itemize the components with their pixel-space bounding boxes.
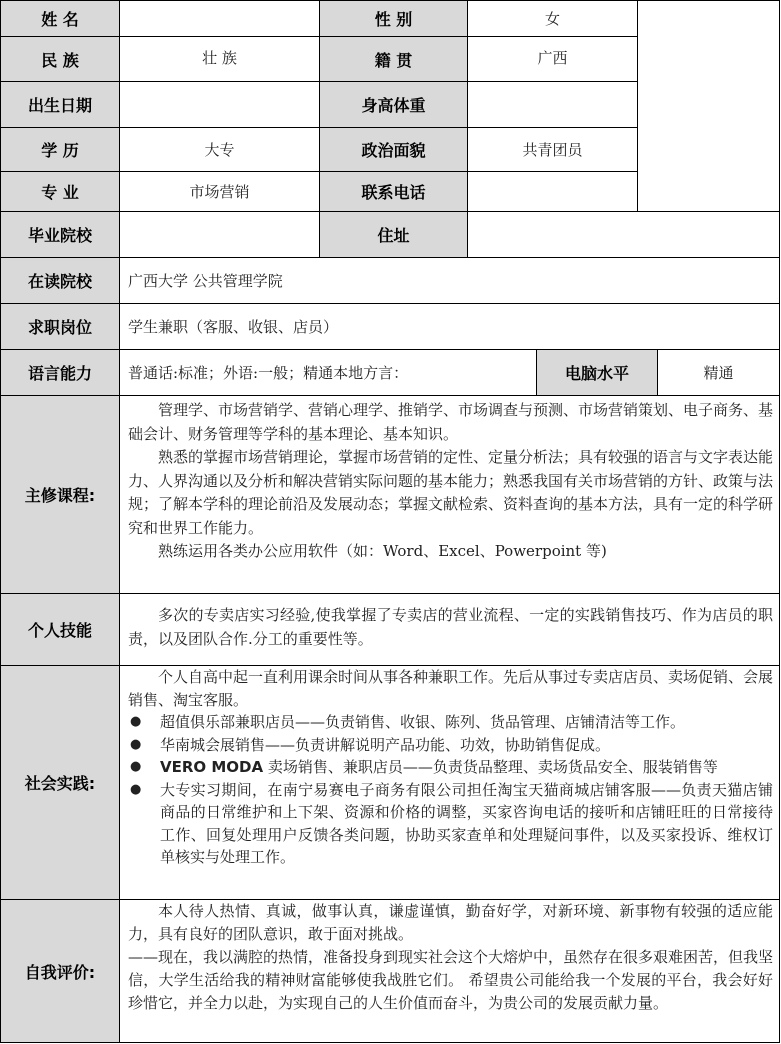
computer-label: 电脑水平: [536, 349, 658, 396]
position-value: 学生兼职（客服、收银、店员）: [119, 303, 780, 350]
self-eval-paragraph: 本人待人热情、真诚，做事认真，谦虚谨慎，勤奋好学，对新环境、新事物有较强的适应能力，具有良好的团队意识，敢于面对挑战。: [128, 902, 773, 943]
brand-name: VERO MODA: [160, 758, 264, 776]
practice-item: [128, 756, 773, 779]
self-eval-content: [119, 899, 780, 1043]
gender-value: 女: [467, 0, 638, 37]
major-value: 市场营销: [119, 171, 320, 212]
practice-content: [119, 665, 780, 900]
self-eval-paragraph: ——现在，我以满腔的热情，准备投身到现实社会这个大熔炉中，虽然存在很多艰难困苦，但我坚信，大学生活给我的精神财富能够使我战胜它们。 希望贵公司能给我一个发展的平台，我会好好珍惜它，并全力以赴，为实现自己的人生价值而奋斗，为贵公司的发展贡献力量。: [128, 948, 774, 1012]
computer-value: 精通: [657, 349, 780, 396]
phone-value: [467, 171, 638, 212]
courses-paragraph: 管理学、市场营销学、营销心理学、推销学、市场调查与预测、市场营销策划、电子商务、基础会计、财务管理等学科的基本理论、基本知识。: [128, 401, 774, 443]
gender-label: 性 别: [319, 0, 468, 37]
practice-label: 社会实践:: [0, 665, 120, 900]
self-eval-label: 自我评价:: [0, 899, 120, 1043]
courses-paragraph: 熟悉的掌握市场营销理论，掌握市场营销的定性、定量分析法；具有较强的语言与文字表达能力、人界沟通以及分析和解决营销实际问题的基本能力；熟悉我国有关市场营销的方针、政策与法规；了解本学科的理论前沿及发展动态；掌握文献检索、资料查询的基本方法，具有一定的科学研究和世界工作能力。: [128, 448, 774, 537]
language-label: 语言能力: [0, 349, 120, 396]
major-label: 专 业: [0, 171, 120, 212]
political-status-value: 共青团员: [467, 127, 638, 172]
courses-content: [119, 395, 780, 594]
address-value: [467, 211, 780, 258]
skills-label: 个人技能: [0, 593, 120, 666]
height-weight-label: 身高体重: [319, 81, 468, 128]
practice-item-text: 卖场销售、兼职店员——负责货品整理、卖场货品安全、服装销售等: [263, 758, 718, 776]
native-place-label: 籍 贯: [319, 36, 468, 82]
political-status-label: 政治面貌: [319, 127, 468, 172]
graduated-school-value: [119, 211, 320, 258]
practice-intro: 个人自高中起一直利用课余时间从事各种兼职工作。先后从事过专卖店店员、卖场促销、会展销售、淘宝客服。: [128, 668, 774, 709]
name-value: [119, 0, 320, 37]
skills-content: [119, 593, 780, 666]
courses-label: 主修课程:: [0, 395, 120, 594]
practice-item: ● 超值俱乐部兼职店员——负责销售、收银、陈列、货品管理、店铺清洁等工作。: [128, 711, 773, 734]
courses-paragraph: 熟练运用各类办公应用软件（如：Word、Excel、Powerpoint 等): [158, 542, 607, 560]
education-value: 大专: [119, 127, 320, 172]
name-label: 姓 名: [0, 0, 120, 37]
language-value: 普通话:标准；外语:一般；精通本地方言：: [119, 349, 537, 396]
address-label: 住址: [319, 211, 468, 258]
current-school-value: 广西大学 公共管理学院: [119, 257, 780, 304]
phone-label: 联系电话: [319, 171, 468, 212]
education-label: 学 历: [0, 127, 120, 172]
birth-date-label: 出生日期: [0, 81, 120, 128]
current-school-label: 在读院校: [0, 257, 120, 304]
practice-item: ● 大专实习期间，在南宁易赛电子商务有限公司担任淘宝天猫商城店铺客服——负责天猫店铺商品的日常维护和上下架、资源和价格的调整，买家咨询电话的接听和店铺旺旺的日常接待工作、回复处理用户反馈各类问题，协助买家查单和处理疑问事件，以及买家投诉、维权订单核实与处理工作。: [128, 779, 773, 869]
height-weight-value: [467, 81, 638, 128]
practice-item: ● 华南城会展销售——负责讲解说明产品功能、功效，协助销售促成。: [128, 734, 773, 757]
skills-text: 多次的专卖店实习经验,使我掌握了专卖店的营业流程、一定的实践销售技巧、作为店员的职责，以及团队合作.分工的重要性等。: [128, 606, 773, 648]
birth-date-value: [119, 81, 320, 128]
position-label: 求职岗位: [0, 303, 120, 350]
native-place-value: 广西: [467, 36, 638, 82]
ethnicity-label: 民 族: [0, 36, 120, 82]
ethnicity-value: 壮 族: [119, 36, 320, 82]
graduated-school-label: 毕业院校: [0, 211, 120, 258]
photo-area: [637, 0, 780, 212]
